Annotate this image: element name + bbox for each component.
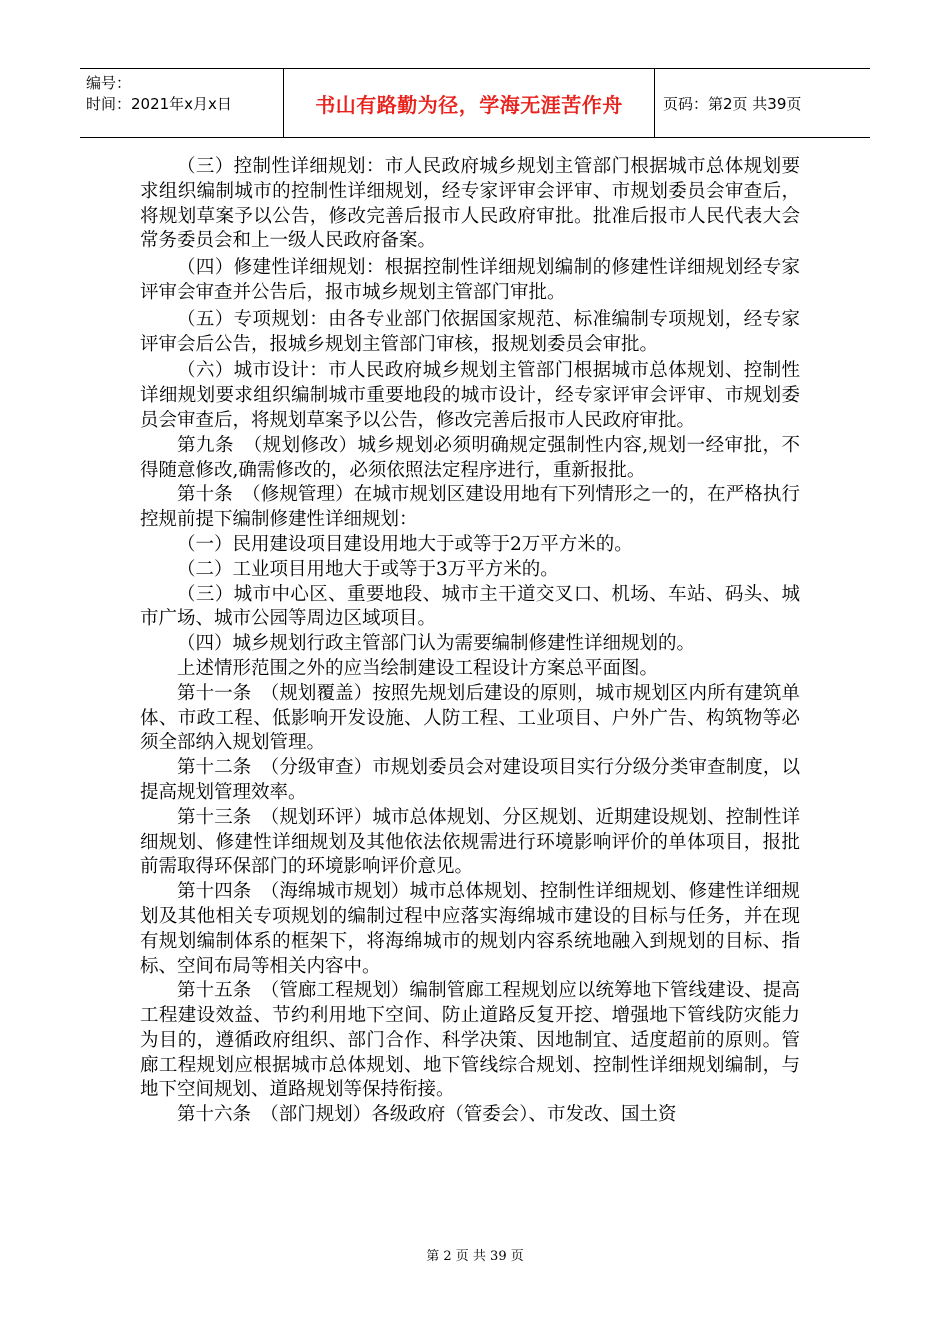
header-motto-cell [284, 69, 655, 137]
paragraph: （四）城乡规划行政主管部门认为需要编制修建性详细规划的。 [177, 633, 696, 655]
paragraph: （六）城市设计：市人民政府城乡规划主管部门根据城市总体规划、控制性详细规划要求组织编制城市重要地段的城市设计，经专家评审会评审、市规划委员会审查后，将规划草案予以公告，修改完善后报市人民政府审批。 [140, 360, 800, 431]
paragraph: （二）工业项目用地大于或等于3万平方米的。 [177, 558, 559, 580]
paragraph: 第十六条 （部门规划）各级政府（管委会）、市发改、国土资 [177, 1104, 677, 1126]
document-date-label: 时间：2021年x月x日 [86, 95, 232, 113]
paragraph: 第十五条 （管廊工程规划）编制管廊工程规划应以统筹地下管线建设、提高工程建设效益、节约利用地下空间、防止道路反复开挖、增强地下管线防灾能力为目的，遵循政府组织、部门合作、科学决策、因地制宜、适度超前的原则。管廊工程规划应根据城市总体规划、地下管线综合规划、控制性详细规划编制，与地下空间规划、道路规划等保持衔接。 [140, 980, 800, 1101]
paragraph: 第十条 （修规管理）在城市规划区建设用地有下列情形之一的，在严格执行控规前提下编制修建性详细规划： [140, 484, 800, 531]
paragraph: 第十三条 （规划环评）城市总体规划、分区规划、近期建设规划、控制性详细规划、修建性详细规划及其他依法依规需进行环境影响评价的单体项目，报批前需取得环保部门的环境影响评价意见。 [140, 806, 800, 878]
paragraph: （一）民用建设项目建设用地大于或等于2万平方米的。 [177, 533, 633, 555]
header-motto: 书山有路勤为径，学海无涯苦作舟 [315, 92, 623, 117]
paragraph: 第十二条 （分级审查）市规划委员会对建设项目实行分级分类审查制度，以提高规划管理效率。 [140, 757, 800, 803]
header-meta [80, 69, 284, 137]
paragraph: 第九条 （规划修改）城乡规划必须明确规定强制性内容,规划一经审批，不得随意修改,确需修改的，必须依照法定程序进行，重新报批。 [140, 434, 800, 481]
document-number-label: 编号： [86, 74, 132, 92]
paragraph: （四）修建性详细规划：根据控制性详细规划编制的修建性详细规划经专家评审会审查并公告后，报市城乡规划主管部门审批。 [140, 257, 800, 303]
paragraph: （五）专项规划：由各专业部门依据国家规范、标准编制专项规划，经专家评审会后公告，报城乡规划主管部门审核，报规划委员会审批。 [140, 308, 800, 355]
paragraph: 上述情形范围之外的应当绘制建设工程设计方案总平面图。 [177, 657, 659, 679]
document-body [140, 155, 800, 1128]
paragraph: 第十四条 （海绵城市规划）城市总体规划、控制性详细规划、修建性详细规划及其他相关专项规划的编制过程中应落实海绵城市建设的目标与任务，并在现有规划编制体系的框架下，将海绵城市的规划内容系统地融入到规划的目标、指标、空间布局等相关内容中。 [140, 881, 800, 977]
header-page-info: 页码：第2页 共39页 [663, 94, 802, 113]
page-header [80, 68, 870, 138]
page-footer: 第 2 页 共 39 页 [426, 1249, 524, 1264]
paragraph: （三）控制性详细规划：市人民政府城乡规划主管部门根据城市总体规划要求组织编制城市的控制性详细规划，经专家评审会评审、市规划委员会审查后，将规划草案予以公告，修改完善后报市人民政府审批。批准后报市人民代表大会常务委员会和上一级人民政府备案。 [140, 156, 800, 252]
paragraph: 第十一条 （规划覆盖）按照先规划后建设的原则，城市规划区内所有建筑单体、市政工程、低影响开发设施、人防工程、工业项目、户外广告、构筑物等必须全部纳入规划管理。 [140, 682, 800, 754]
paragraph: （三）城市中心区、重要地段、城市主干道交叉口、机场、车站、码头、城市广场、城市公园等周边区域项目。 [140, 583, 800, 630]
